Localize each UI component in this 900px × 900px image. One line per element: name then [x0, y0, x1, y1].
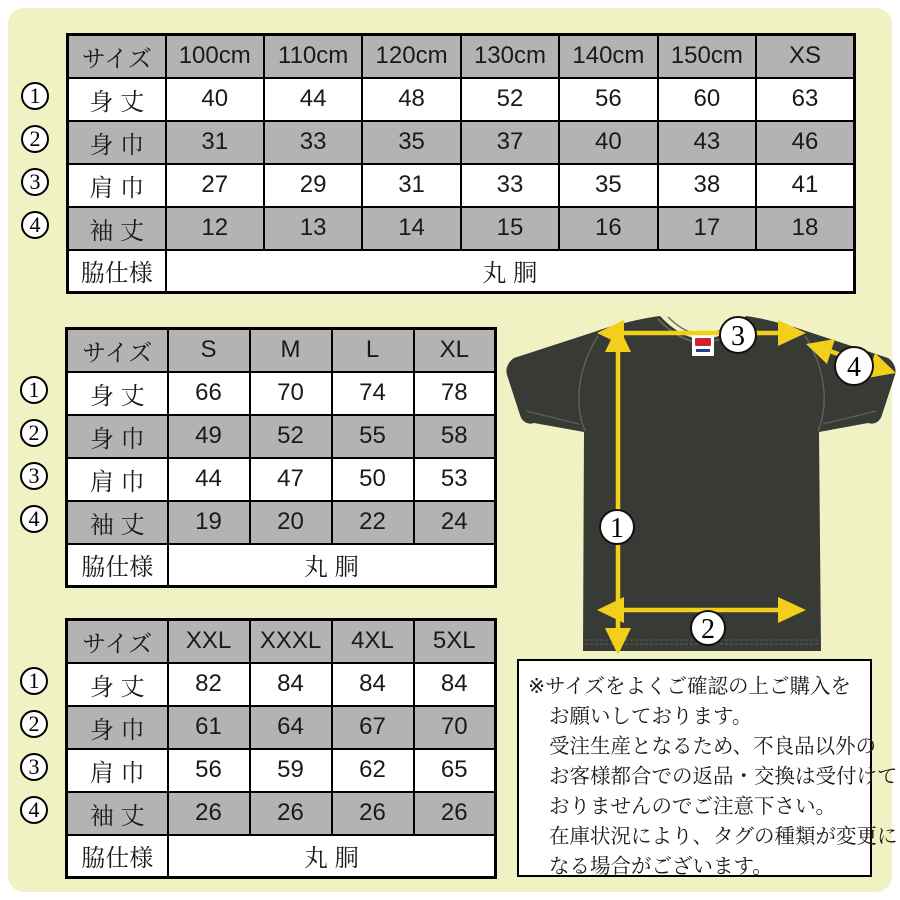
size-table-big	[65, 618, 497, 879]
note-line: ※サイズをよくご確認の上ご購入を	[528, 675, 852, 698]
measurement-label: 身 巾	[68, 121, 166, 164]
measurement-value: 13	[264, 207, 362, 250]
row-number-circle: 2	[20, 419, 48, 447]
measurement-label: 袖 丈	[67, 501, 168, 544]
measurement-value: 14	[362, 207, 460, 250]
measurement-value: 65	[414, 749, 496, 792]
note-line: 受注生産となるため、不良品以外の	[549, 735, 877, 758]
svg-text:4: 4	[847, 352, 861, 383]
measurement-label: 袖 丈	[67, 792, 168, 835]
measurement-value: 78	[414, 372, 496, 415]
measurement-value: 48	[362, 78, 460, 121]
measurement-value: 33	[461, 164, 559, 207]
side-spec-row	[67, 835, 496, 878]
measurement-value: 56	[559, 78, 657, 121]
measurement-value: 84	[414, 663, 496, 706]
measurement-label: 肩 巾	[68, 164, 166, 207]
header-row	[67, 329, 496, 372]
measurement-value: 70	[414, 706, 496, 749]
row-number-circle: 4	[20, 505, 48, 533]
measurement-value: 67	[332, 706, 414, 749]
row-number-circle: 3	[21, 168, 49, 196]
side-spec-label: 脇仕様	[67, 544, 168, 587]
size-table-block-big	[28, 618, 497, 879]
measurement-value: 70	[250, 372, 332, 415]
note-line: なる場合がございます。	[549, 855, 773, 878]
size-table-kids	[66, 33, 856, 294]
measurement-value: 43	[658, 121, 756, 164]
measurement-row	[67, 706, 496, 749]
measurement-value: 12	[166, 207, 264, 250]
measurement-row	[68, 78, 855, 121]
measurement-value: 61	[168, 706, 250, 749]
size-column-header: 4XL	[332, 620, 414, 663]
measurement-value: 66	[168, 372, 250, 415]
tshirt-measurement-diagram	[500, 302, 900, 658]
measurement-value: 49	[168, 415, 250, 458]
size-column-header: XXXL	[250, 620, 332, 663]
size-header-label: サイズ	[67, 620, 168, 663]
tshirt-diagram-svg	[500, 302, 900, 658]
measurement-value: 20	[250, 501, 332, 544]
side-spec-label: 脇仕様	[68, 250, 166, 293]
diagram-circle-1	[600, 510, 634, 544]
size-header-label: サイズ	[67, 329, 168, 372]
row-number-circle: 2	[20, 710, 48, 738]
measurement-value: 26	[250, 792, 332, 835]
measurement-value: 82	[168, 663, 250, 706]
diagram-circle-2	[691, 611, 725, 645]
side-spec-row	[68, 250, 855, 293]
size-column-header: 140cm	[559, 35, 657, 78]
measurement-value: 27	[166, 164, 264, 207]
row-number-circle: 3	[20, 753, 48, 781]
size-column-header: 150cm	[658, 35, 756, 78]
measurement-row	[68, 207, 855, 250]
size-header-label: サイズ	[68, 35, 166, 78]
row-number-circle: 1	[21, 82, 49, 110]
measurement-value: 62	[332, 749, 414, 792]
size-column-header: S	[168, 329, 250, 372]
svg-text:2: 2	[701, 614, 715, 645]
measurement-row	[67, 749, 496, 792]
measurement-value: 40	[166, 78, 264, 121]
size-column-header: XXL	[168, 620, 250, 663]
measurement-value: 15	[461, 207, 559, 250]
measurement-value: 63	[756, 78, 854, 121]
measurement-label: 肩 巾	[67, 458, 168, 501]
side-spec-label: 脇仕様	[67, 835, 168, 878]
side-spec-value: 丸 胴	[168, 544, 496, 587]
size-column-header: 120cm	[362, 35, 460, 78]
measurement-value: 18	[756, 207, 854, 250]
measurement-value: 35	[559, 164, 657, 207]
measurement-value: 19	[168, 501, 250, 544]
measurement-value: 50	[332, 458, 414, 501]
measurement-row	[67, 415, 496, 458]
row-number-circle: 1	[20, 667, 48, 695]
measurement-value: 55	[332, 415, 414, 458]
measurement-value: 41	[756, 164, 854, 207]
size-column-header: XL	[414, 329, 496, 372]
measurement-value: 84	[332, 663, 414, 706]
size-column-header: L	[332, 329, 414, 372]
diagram-circle-4	[835, 347, 873, 385]
side-spec-value: 丸 胴	[168, 835, 496, 878]
measurement-value: 47	[250, 458, 332, 501]
measurement-value: 44	[168, 458, 250, 501]
measurement-label: 身 丈	[67, 372, 168, 415]
size-column-header: 100cm	[166, 35, 264, 78]
size-table-adult	[65, 327, 497, 588]
measurement-row	[68, 121, 855, 164]
measurement-value: 52	[250, 415, 332, 458]
measurement-value: 40	[559, 121, 657, 164]
measurement-value: 35	[362, 121, 460, 164]
measurement-label: 身 巾	[67, 706, 168, 749]
measurement-value: 31	[362, 164, 460, 207]
measurement-label: 袖 丈	[68, 207, 166, 250]
measurement-value: 29	[264, 164, 362, 207]
diagram-circle-3	[720, 317, 756, 353]
measurement-row	[67, 372, 496, 415]
size-column-header: 110cm	[264, 35, 362, 78]
measurement-value: 22	[332, 501, 414, 544]
measurement-value: 44	[264, 78, 362, 121]
measurement-value: 31	[166, 121, 264, 164]
note-line: お願いしております。	[549, 705, 753, 728]
row-number-circle: 1	[20, 376, 48, 404]
measurement-value: 58	[414, 415, 496, 458]
header-row	[68, 35, 855, 78]
measurement-value: 37	[461, 121, 559, 164]
measurement-value: 26	[332, 792, 414, 835]
measurement-value: 17	[658, 207, 756, 250]
measurement-label: 肩 巾	[67, 749, 168, 792]
measurement-row	[67, 792, 496, 835]
measurement-label: 身 丈	[68, 78, 166, 121]
measurement-row	[68, 164, 855, 207]
size-column-header: 130cm	[461, 35, 559, 78]
size-column-header: XS	[756, 35, 854, 78]
size-table-block-adult	[28, 327, 497, 588]
size-column-header: M	[250, 329, 332, 372]
measurement-value: 16	[559, 207, 657, 250]
svg-text:1: 1	[610, 513, 624, 544]
measurement-label: 身 巾	[67, 415, 168, 458]
measurement-value: 64	[250, 706, 332, 749]
note-line: 在庫状況により、タグの種類が変更に	[549, 825, 898, 848]
side-spec-value: 丸 胴	[166, 250, 855, 293]
purchase-notes-box	[517, 659, 898, 878]
measurement-value: 56	[168, 749, 250, 792]
size-table-block-kids	[29, 33, 856, 294]
row-number-circle: 4	[20, 796, 48, 824]
note-line: おりませんのでご注意下さい。	[549, 795, 836, 818]
row-number-circle: 2	[21, 125, 49, 153]
header-row	[67, 620, 496, 663]
measurement-label: 身 丈	[67, 663, 168, 706]
measurement-value: 26	[168, 792, 250, 835]
note-line: お客様都合での返品・交換は受付けて	[549, 765, 898, 788]
size-column-header: 5XL	[414, 620, 496, 663]
measurement-value: 26	[414, 792, 496, 835]
measurement-value: 46	[756, 121, 854, 164]
side-spec-row	[67, 544, 496, 587]
measurement-row	[67, 501, 496, 544]
measurement-value: 74	[332, 372, 414, 415]
row-number-circle: 3	[20, 462, 48, 490]
measurement-value: 60	[658, 78, 756, 121]
measurement-value: 52	[461, 78, 559, 121]
measurement-value: 33	[264, 121, 362, 164]
measurement-value: 38	[658, 164, 756, 207]
measurement-value: 53	[414, 458, 496, 501]
measurement-value: 84	[250, 663, 332, 706]
measurement-row	[67, 458, 496, 501]
row-number-circle: 4	[21, 211, 49, 239]
svg-text:3: 3	[731, 321, 745, 352]
measurement-row	[67, 663, 496, 706]
brand-tag	[692, 335, 714, 356]
measurement-value: 59	[250, 749, 332, 792]
measurement-value: 24	[414, 501, 496, 544]
